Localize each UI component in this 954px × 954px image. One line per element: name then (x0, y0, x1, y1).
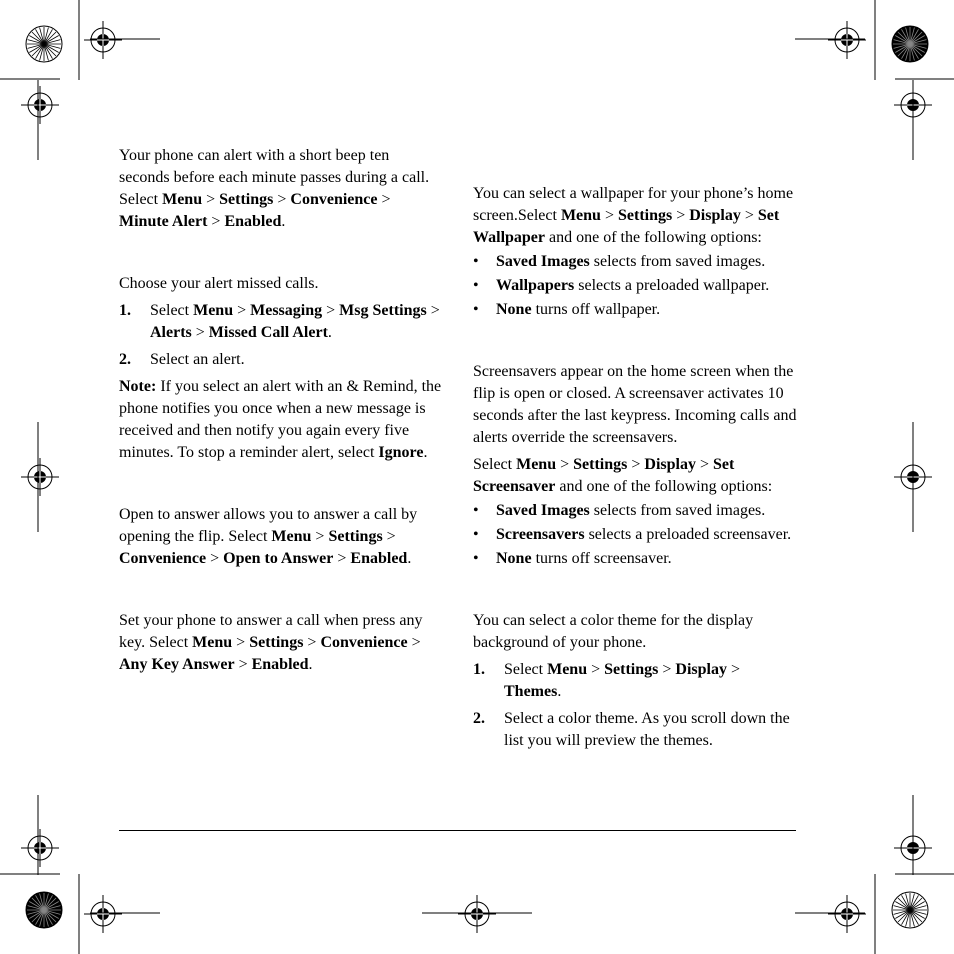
screensaver-option: • Screensavers selects a preloaded screensaver. (473, 526, 792, 543)
crop-marks (90, 35, 160, 45)
screensaver-option: • None turns off screensaver. (473, 550, 672, 567)
screensaver-option: • Saved Images selects from saved images. (473, 502, 766, 519)
themes-intro: You can select a color theme for the display background of your phone. (473, 612, 754, 651)
crop-marks (422, 909, 532, 919)
starburst-target-icon (25, 891, 63, 929)
wallpaper-paragraph: You can select a wallpaper for your phone’s home screen.Select Menu > Settings > Display > Set Wallpaper and one of the following options: (473, 185, 794, 246)
crop-marks (795, 909, 865, 919)
missed-call-intro: Choose your alert missed calls. (119, 275, 319, 292)
wallpaper-option: • Saved Images selects from saved images. (473, 253, 766, 270)
open-to-answer-paragraph: Open to answer allows you to answer a call by opening the flip. Select Menu > Settings > Convenience > Open to Answer > Enabled. (119, 506, 418, 567)
crop-marks (34, 795, 44, 875)
starburst-target-icon (891, 891, 929, 929)
crop-marks (90, 909, 160, 919)
starburst-target-icon (25, 25, 63, 63)
missed-call-step-1: 1. Select Menu > Messaging > Msg Settings > Alerts > Missed Call Alert. (119, 302, 440, 341)
starburst-target-icon (891, 25, 929, 63)
wallpaper-option: • Wallpapers selects a preloaded wallpaper. (473, 277, 770, 294)
crop-marks (909, 422, 919, 532)
wallpaper-option: • None turns off wallpaper. (473, 301, 661, 318)
crop-marks (795, 35, 865, 45)
any-key-answer-paragraph: Set your phone to answer a call when press any key. Select Menu > Settings > Convenience > Any Key Answer > Enabled. (119, 612, 423, 673)
crop-marks (34, 80, 44, 160)
crop-marks (909, 795, 919, 875)
missed-call-note: Note: If you select an alert with an & Remind, the phone notifies you once when a new message is received and then notify you again every five minutes. To stop a reminder alert, select Ignore. (119, 378, 442, 461)
screensaver-paragraph: Screensavers appear on the home screen when the flip is open or closed. A screensaver activates 10 seconds after the last keypress. Incoming calls and alerts override the screensavers. (473, 363, 797, 446)
missed-call-step-2: 2. Select an alert. (119, 351, 245, 368)
themes-step-2: 2. Select a color theme. As you scroll down the list you will preview the themes. (473, 710, 790, 749)
minute-alert-paragraph: Your phone can alert with a short beep ten seconds before each minute passes during a call. Select Menu > Settings > Convenience > Minute Alert > Enabled. (119, 147, 430, 230)
crop-marks (34, 422, 44, 532)
screensaver-path: Select Menu > Settings > Display > Set Screensaver and one of the following options: (473, 456, 773, 495)
crop-marks (909, 80, 919, 160)
themes-step-1: 1. Select Menu > Settings > Display > Themes. (473, 661, 740, 700)
